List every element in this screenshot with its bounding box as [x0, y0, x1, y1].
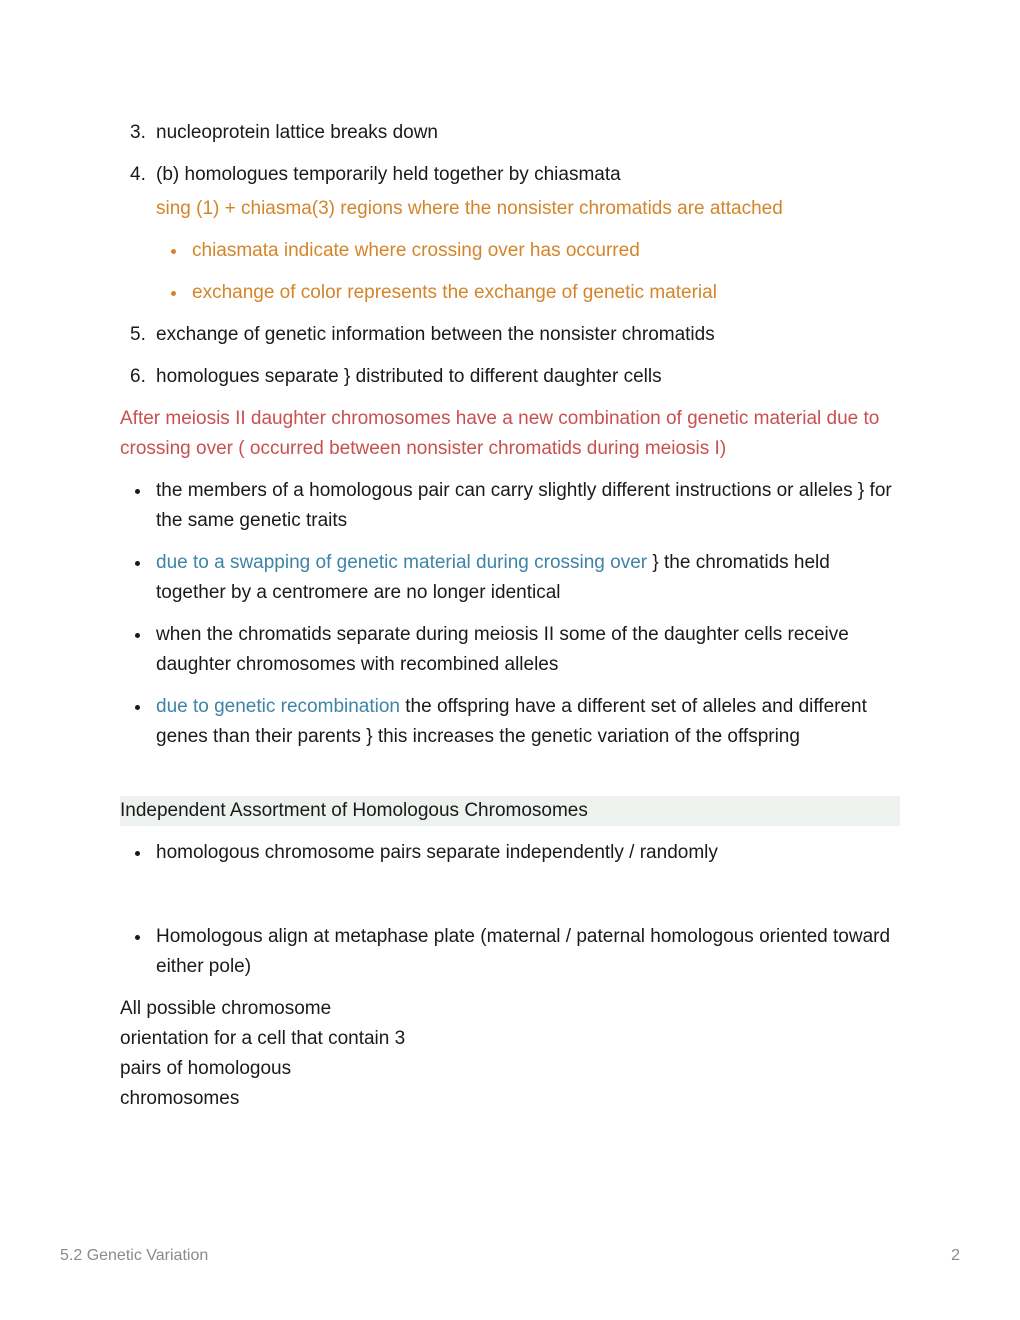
chiasma-note: sing (1) + chiasma(3) regions where the nonsister chromatids are attached	[156, 198, 783, 219]
chiasma-notes	[120, 194, 900, 308]
list-item	[156, 278, 900, 308]
highlight-text: due to a swapping of genetic material during crossing over	[156, 552, 648, 573]
side-note: All possible chromosome orientation for a cell that contain 3 pairs of homologous chromosomes	[120, 998, 406, 1109]
list-item	[120, 476, 900, 536]
list-item	[120, 118, 900, 148]
list-item-text: exchange of genetic information between the nonsister chromatids	[156, 324, 715, 345]
list-item	[120, 362, 900, 392]
list-item	[120, 922, 900, 982]
list-item-text: homologues separate } distributed to different daughter cells	[156, 366, 662, 387]
list-item-text: chiasmata indicate where crossing over has occurred	[192, 240, 640, 261]
section-heading: Independent Assortment of Homologous Chromosomes	[120, 796, 900, 826]
list-item-text: Homologous align at metaphase plate (maternal / paternal homologous oriented toward either pole)	[156, 926, 891, 977]
list-item-text: homologous chromosome pairs separate independently / randomly	[156, 842, 718, 863]
list-item-text: } the chromatids held together by a centromere are no longer identical	[156, 552, 830, 603]
list-item	[120, 620, 900, 680]
list-item-text: (b) homologues temporarily held together by chiasmata	[156, 164, 621, 185]
list-number: 4.	[130, 164, 146, 185]
list-item	[120, 838, 900, 868]
document-body	[120, 118, 900, 1114]
list-item	[120, 548, 900, 608]
highlight-text: due to genetic recombination	[156, 696, 400, 717]
list-item-text: the members of a homologous pair can carry slightly different instructions or alleles } for the same genetic traits	[156, 480, 892, 531]
list-item	[120, 320, 900, 350]
list-item-text: when the chromatids separate during meiosis II some of the daughter cells receive daughter chromosomes with recombined alleles	[156, 624, 849, 675]
list-item-text: exchange of color represents the exchange of genetic material	[192, 282, 717, 303]
spacer	[120, 880, 900, 922]
list-item	[120, 692, 900, 752]
list-item	[120, 160, 900, 190]
list-item	[156, 236, 900, 266]
list-number: 3.	[130, 122, 146, 143]
page-number: 2	[951, 1247, 960, 1264]
list-item-text: nucleoprotein lattice breaks down	[156, 122, 439, 143]
list-number: 6.	[130, 366, 146, 387]
footer-title: 5.2 Genetic Variation	[60, 1247, 209, 1264]
list-item-text: the offspring have a different set of alleles and different genes than their parents } this increases the genetic variation of the offspring	[156, 696, 867, 747]
after-meiosis-note: After meiosis II daughter chromosomes have a new combination of genetic material due to crossing over ( occurred between nonsister chromatids during meiosis I)	[120, 408, 880, 459]
list-number: 5.	[130, 324, 146, 345]
